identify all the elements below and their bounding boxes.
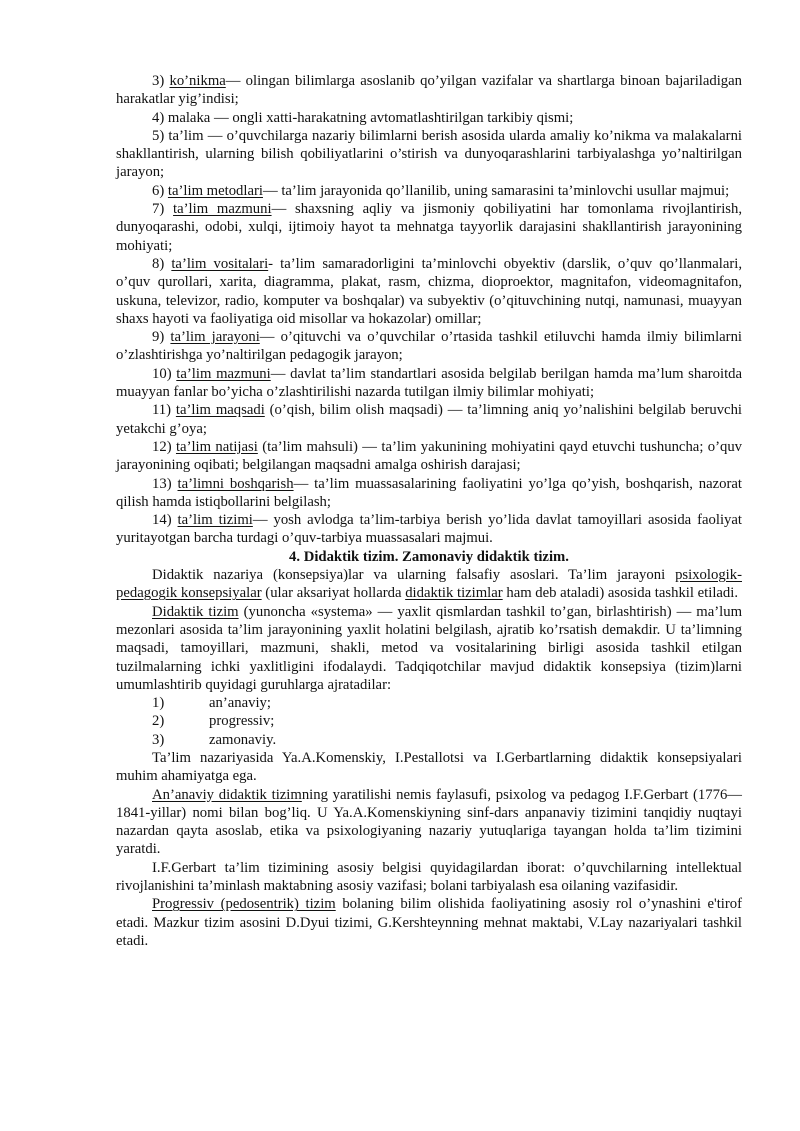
term: Didaktik tizim [152,603,239,620]
paragraph: Didaktik nazariya (konsepsiya)lar va ularning falsafiy asoslari. Ta’lim jarayoni psixologik-pedagogik konsepsiyalar (ular aksariyat hollarda didaktik tizimlar ham deb ataladi) asosida tashkil etiladi. [116,567,742,602]
paragraph: Didaktik tizim (yunoncha «systema» — yaxlit qismlardan tashkil to’gan, birlashtirish) — ma’lum mezonlari asosida ta’lim jarayonining yaxlit holatini belgilash, ajratib ko’rsatish demakdir. U ta’limning maqsadi, tamoyillari, mazmuni, shakli, metod va vositalarining birligi asosida tashkil etilgan tuzilmalarning ichki yaxlitligini ifodalaydi. Tadqiqotchilar mavjud didaktik konsepsiya (tizim)larni umumlashtirib quyidagi guruhlarga ajratadilar: [116,603,742,693]
definition-item: 12) ta’lim natijasi (ta’lim mahsuli) — ta’lim yakunining mohiyatini qayd etuvchi tushuncha; o’quv jarayonining oqibati; belgilangan maqsadni amalga oshirish darajasi; [116,438,743,474]
paragraph: An’anaviy didaktik tizimning yaratilishi nemis faylasufi, psixolog va pedagog I.F.Gerbart (1776—1841-yillar) nomi bilan bog’liq. U Ya.A.Komenskiyning sinf-dars anpanaviy tizimini tanqidiy nuqtayi nazardan qayta asoslab, etika va psixologiyaning nazariy yutuqlariga tayangan holda ta’lim tizimini yaratdi. [116,786,742,858]
term: ta’lim maqsadi [175,402,265,419]
list-item: 2) progressiv; [152,713,275,730]
definition-item: 7) ta’lim mazmuni— shaxsning aqliy va jismoniy qobiliyatini har tomonlama rivojlantirish, dunyoqarashi, odobi, xulqi, ijtimoiy hayot ta mehnatga tayyorlik darajasini shakllantirish jarayonining mohiyati; [116,201,743,254]
document-page [116,72,742,950]
paragraph: Ta’lim nazariyasida Ya.A.Komenskiy, I.Pestallotsi va I.Gerbartlarning didaktik konsepsiyalari muhim ahamiyatga ega. [116,749,742,785]
term: ta’lim mazmuni [173,201,272,218]
term: ta’lim vositalari [171,255,269,272]
list-item: 1) an’anaviy; [152,695,271,712]
definition-item: 14) ta’lim tizimi— yosh avlodga ta’lim-tarbiya berish yo’lida davlat tamoyillari asosida faoliyat yuritayotgan barcha turdagi o’quv-tarbiya muassasalari majmui. [116,512,742,547]
definition-item: 8) ta’lim vositalari- ta’lim samaradorligini ta’minlovchi obyektiv (darslik, o’quv qo’llanmalari, o’quv qurollari, xarita, diagramma, plakat, rasm, chizma, dioproektor, magnitafon, videomagnitafon, uskuna, televizor, radio, komputer va boshqalar) va subyektiv (o’qituvchining nutqi, namunasi, muayyan shaxs hayoti va faoliyatiga oid misollar va hokazolar) omillar; [116,255,742,327]
term: ko’nikma [169,73,226,89]
definition-item: 11) ta’lim maqsadi (o’qish, bilim olish maqsadi) — ta’limning aniq yo’nalishini belgilab beruvchi yetakchi g’oya; [116,402,743,437]
definition-item: 5) ta’lim — o’quvchilarga nazariy bilimlarni berish asosida ularda amaliy ko’nikma va malakalarni shakllantirish, ularning bilish qobiliyatlarini o’stirish va dunyoqarashlarini tarbiyalashga yo’naltirilgan jarayon; [116,127,742,181]
list-item: 3) zamonaviy. [152,731,277,748]
term: An’anaviy didaktik tizim [152,786,302,803]
term: psixologik-pedagogik konsepsiyalar [116,567,742,602]
definition-item: 9) ta’lim jarayoni— o’qituvchi va o’quvchilar o’rtasida tashkil etiluvchi hamda ilmiy bilimlarni o’zlashtirishga yo’naltirilgan pedagogik jarayon; [116,329,742,364]
paragraph: I.F.Gerbart ta’lim tizimining asosiy belgisi quyidagilardan iborat: o’quvchilarning intellektual rivojlanishini ta’minlash maktabning asosiy vazifasi; bolani tarbiyalash esa oilaning vazifasidir. [116,859,742,895]
definition-item: 13) ta’limni boshqarish— ta’lim muassasalarining faoliyatini yo’lga qo’yish, boshqarish, nazorat qilish hamda istiqbollarini belgilash; [116,475,743,510]
term: ta’limni boshqarish [177,475,294,492]
definition-item: 6) ta’lim metodlari— ta’lim jarayonida qo’llanilib, uning samarasini ta’minlovchi usullar majmui; [152,182,730,199]
section-heading: 4. Didaktik tizim. Zamonaviy didaktik tizim. [289,548,569,565]
term: didaktik tizimlar [405,585,503,602]
term: Progressiv (pedosentrik) tizim [152,896,336,913]
term: ta’lim natijasi [175,438,258,455]
definition-item: 10) ta’lim mazmuni— davlat ta’lim standartlari asosida belgilab berilgan hamda ma’lum sharoitda muayyan fanlar bo’yicha o’zlashtirilishi nazarda tutilgan ilmiy bilimlar mohiyati; [116,365,743,401]
paragraph: Progressiv (pedosentrik) tizim bolaning bilim olishida faoliyatining asosiy rol o’ynashini e'tirof etadi. Mazkur tizim asosini D.Dyui tizimi, G.Kershteynning mehnat maktabi, V.Lay nazariyalari tashkil etadi. [116,896,742,949]
term: ta’lim metodlari [167,182,263,199]
definition-item: 3) ko’nikma— olingan bilimlarga asoslanib qo’yilgan vazifalar va shartlarga binoan bajariladigan harakatlar yig’indisi; [116,73,743,108]
term: ta’lim jarayoni [170,329,260,346]
term: ta’lim tizimi [177,512,253,529]
term: ta’lim mazmuni [176,365,271,382]
definition-item: 4) malaka — ongli xatti-harakatning avtomatlashtirilgan tarkibiy qismi; [152,109,574,126]
